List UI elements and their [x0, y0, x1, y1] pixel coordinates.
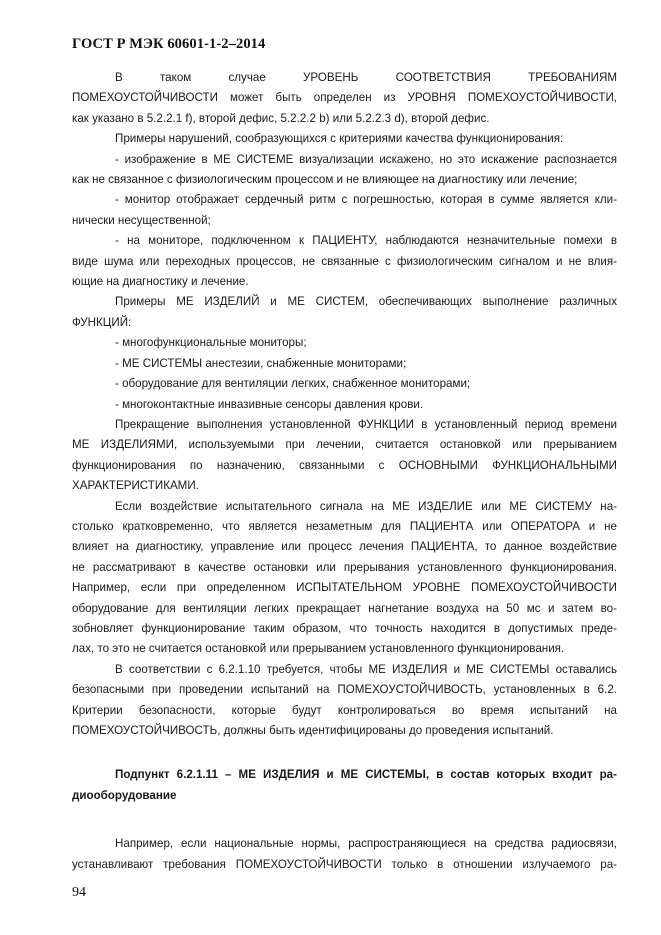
list-line: - многофункциональные мониторы;	[115, 336, 307, 350]
text-line: Если воздействие испытательного сигнала на МЕ ИЗДЕЛИЕ или МЕ СИСТЕМУ на-	[115, 499, 617, 513]
text-line: ХАРАКТЕРИСТИКАМИ.	[72, 479, 199, 493]
text-line: устанавливают требования ПОМЕХОУСТОЙЧИВОСТИ только в отношении излучаемого ра-	[72, 857, 617, 871]
text-line: В соответствии с 6.2.1.10 требуется, чтобы МЕ ИЗДЕЛИЯ и МЕ СИСТЕМЫ оставались	[115, 662, 617, 676]
list-line: - МЕ СИСТЕМЫ анестезии, снабженные мониторами;	[115, 356, 407, 370]
standard-header: ГОСТ Р МЭК 60601-1-2–2014	[72, 36, 266, 52]
list-line: ющие на диагностику и лечение.	[72, 275, 249, 289]
text-line: Например, если при определенном ИСПЫТАТЕЛЬНОМ УРОВНЕ ПОМЕХОУСТОЙЧИВОСТИ	[72, 581, 617, 595]
text-line: ПОМЕХОУСТОЙЧИВОСТЬ, должны быть идентифицированы до проведения испытаний.	[72, 724, 554, 737]
list-line: - изображение в МЕ СИСТЕМЕ визуализации искажено, но это искажение распознается	[115, 152, 617, 166]
text-line: Критерии безопасности, которые будут контролироваться во время испытаний на	[72, 703, 617, 717]
text-line: МЕ ИЗДЕЛИЯМИ, используемыми при лечении, считается остановкой или прерыванием	[72, 438, 617, 452]
text-line: функционирования по назначению, связанными с ОСНОВНЫМИ ФУНКЦИОНАЛЬНЫМИ	[72, 458, 617, 472]
subclause-heading: Подпункт 6.2.1.11 – МЕ ИЗДЕЛИЯ и МЕ СИСТЕМЫ, в состав которых входит ра-	[115, 768, 617, 782]
text-line: Например, если национальные нормы, распространяющиеся на средства радиосвязи,	[115, 837, 617, 851]
text-line: столько кратковременно, что является незаметным для ПАЦИЕНТА или ОПЕРАТОРА и не	[72, 519, 617, 533]
list-line: виде шума или переходных процессов, не связанные с физиологическим сигналом и не влия-	[72, 254, 617, 268]
text-line: оборудование для вентиляции легких прекращает нагнетание воздуха на 50 мс и затем во-	[72, 601, 617, 615]
text-line: Примеры нарушений, сообразующихся с критериями качества функционирования:	[115, 132, 564, 146]
text-line: ПОМЕХОУСТОЙЧИВОСТИ может быть определен из УРОВНЯ ПОМЕХОУСТОЙЧИВОСТИ,	[72, 91, 617, 105]
page-number: 94	[72, 885, 86, 900]
subclause-heading: диооборудование	[72, 788, 177, 802]
list-line: - оборудование для вентиляции легких, снабженное мониторами;	[115, 377, 471, 391]
list-line: нически несущественной;	[72, 213, 211, 227]
list-line: как не связанное с физиологическим процессом и не влияющее на диагностику или лечение;	[72, 173, 578, 187]
document-body	[72, 68, 617, 875]
list-line: - многоконтактные инвазивные сенсоры давления крови.	[115, 397, 424, 411]
text-line: как указано в 5.2.2.1 f), второй дефис, 5.2.2.2 b) или 5.2.2.3 d), второй дефис.	[72, 111, 490, 125]
text-line: зобновляет функционирование таким образом, что точность находится в допустимых преде-	[72, 621, 617, 635]
text-line: Примеры МЕ ИЗДЕЛИЙ и МЕ СИСТЕМ, обеспечивающих выполнение различных	[115, 295, 617, 309]
list-line: - на мониторе, подключенном к ПАЦИЕНТУ, наблюдаются незначительные помехи в	[115, 234, 617, 248]
text-line: Прекращение выполнения установленной ФУНКЦИИ в установленный период времени	[115, 417, 617, 431]
text-line: лах, то это не считается остановкой или прерыванием установленного функционирования.	[72, 642, 565, 656]
text-line: влияет на диагностику, управление или процесс лечения ПАЦИЕНТА, то данное воздействие	[72, 540, 617, 554]
text-line: не рассматривают в качестве остановки или прерывания установленного функционирования.	[72, 560, 617, 574]
text-line: ФУНКЦИЙ:	[72, 315, 132, 329]
text-line: В таком случае УРОВЕНЬ СООТВЕТСТВИЯ ТРЕБОВАНИЯМ	[115, 71, 617, 84]
text-line: безопасными при проведении испытаний на ПОМЕХОУСТОЙЧИВОСТЬ, установленных в 6.2.	[72, 683, 617, 697]
list-line: - монитор отображает сердечный ритм с погрешностью, которая в сумме является кли-	[115, 193, 617, 207]
